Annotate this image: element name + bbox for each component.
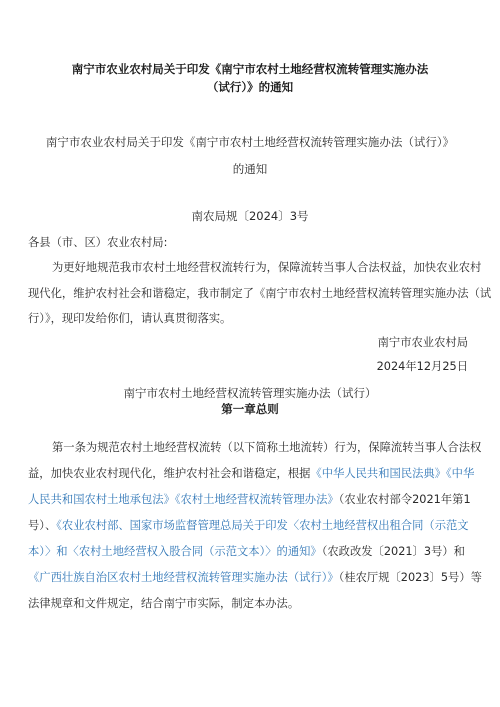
document-heading-line1: 南宁市农业农村局关于印发《南宁市农村土地经营权流转管理实施办法 [71, 62, 429, 76]
law-link-ministry-notice[interactable]: 《农业农村部、国家市场监督管理总局关于印发〈农村土地经营权出租合同（示范文 [56, 519, 469, 532]
law-link-guangxi-measures[interactable]: 《广西壮族自治区农村土地经营权流转管理实施办法（试行）》 [28, 571, 339, 584]
article-text: （农政改发〔2021〕3号）和 [321, 545, 465, 558]
subheading-line1: 南宁市农业农村局关于印发《南宁市农村土地经营权流转管理实施办法（试行）》 [45, 135, 455, 149]
article-text: （桂农厅规〔2023〕5号）等 [338, 571, 482, 584]
measures-title: 南宁市农村土地经营权流转管理实施办法（试行） [123, 386, 377, 400]
article-line: 第一条为规范农村土地经营权流转（以下简称土地流转）行为，保障流转当事人合法权 [52, 441, 482, 454]
notice-body-line: 现代化，维护农村社会和谐稳定，我市制定了《南宁市农村土地经营权流转管理实施办法（试 [28, 287, 492, 300]
article-text: 号）、 [28, 519, 57, 532]
document-number: 南农局规〔2024〕3号 [191, 209, 309, 223]
notice-body-line: 为更好地规范我市农村土地经营权流转行为，保障流转当事人合法权益，加快农业农村 [52, 261, 482, 274]
article-line [28, 570, 482, 585]
article-text: （农业农村部令2021年第1 [338, 493, 471, 506]
law-link-land-contract-law[interactable]: 《中华 [446, 467, 475, 480]
law-link-ministry-notice[interactable]: 本）〉和〈农村土地经营权入股合同（示范文本）〉的通知》 [28, 545, 322, 558]
law-link-land-contract-law[interactable]: 人民共和国农村土地承包法》 [28, 493, 175, 506]
article-text: 益，加快农业农村现代化，维护农村社会和谐稳定，根据 [28, 467, 311, 480]
article-line [28, 518, 472, 533]
addressee: 各县（市、区）农业农村局: [28, 236, 168, 249]
article-line [28, 492, 472, 507]
document-heading-line2: （试行）》的通知 [206, 80, 294, 94]
notice-body-line: 行）》，现印发给你们，请认真贯彻落实。 [28, 312, 232, 325]
law-link-transfer-measures[interactable]: 《农村土地经营权流转管理办法》 [174, 493, 339, 506]
law-link-civil-code[interactable]: 《中华人民共和国民法典》 [310, 467, 447, 480]
chapter-title: 第一章总则 [221, 402, 279, 416]
article-line: 法律规章和文件规定，结合南宁市实际，制定本办法。 [28, 597, 300, 610]
article-line [28, 466, 475, 481]
subheading-line2: 的通知 [232, 162, 268, 176]
issue-date: 2024年12月25日 [376, 360, 468, 373]
article-line [28, 544, 472, 559]
issuer: 南宁市农业农村局 [377, 336, 468, 349]
